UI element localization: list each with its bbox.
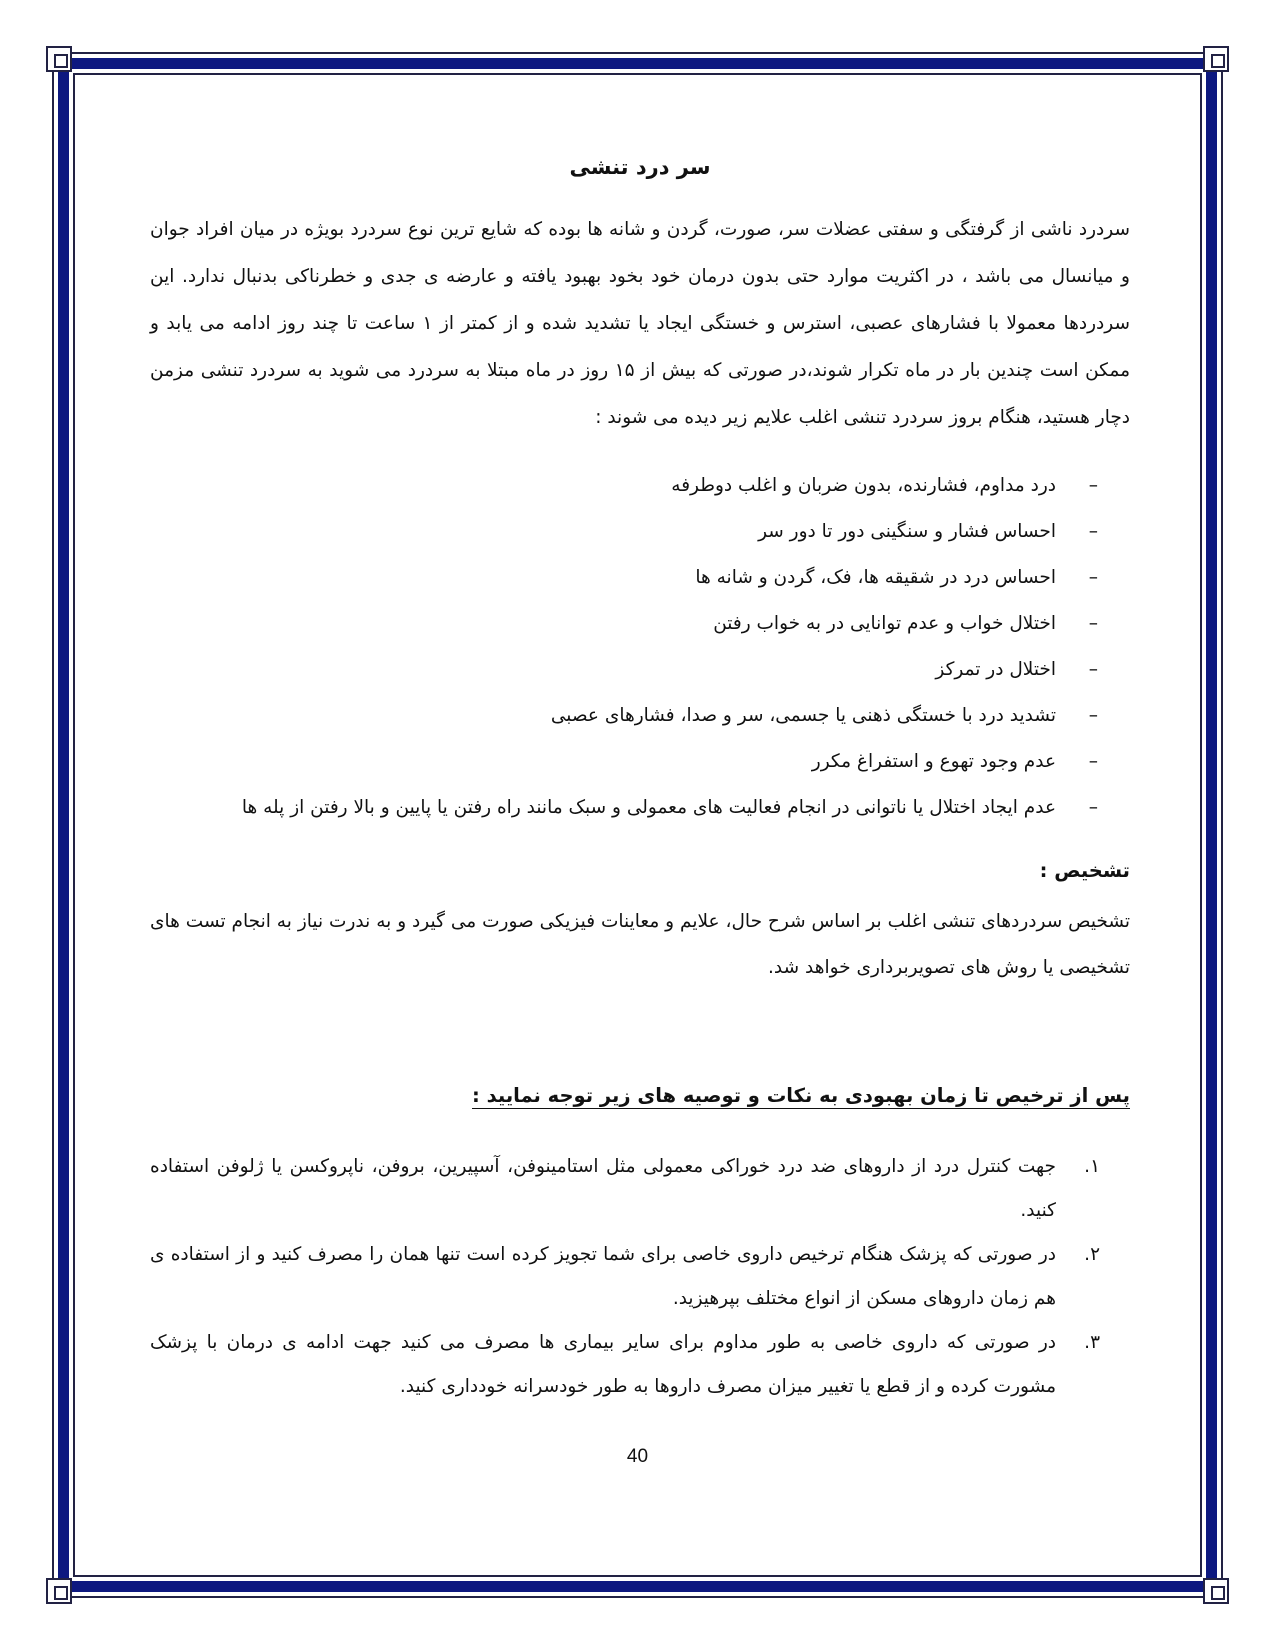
bullet-dash: –	[1088, 567, 1098, 588]
list-item-text: در صورتی که داروی خاصی به طور مداوم برای سایر بیماری ها مصرف می کنید جهت ادامه ی درمان با پزشک مشورت کرده و از قطع یا تغییر میزان مصرف داروها به طور خودسرانه خودداری کنید.	[150, 1332, 1056, 1397]
list-item-text: تشدید درد با خستگی ذهنی یا جسمی، سر و صدا، فشارهای عصبی	[550, 705, 1056, 726]
list-item-text: عدم وجود تهوع و استفراغ مکرر	[811, 751, 1056, 772]
bullet-dash: –	[1088, 475, 1098, 496]
corner-ornament-top-right	[1203, 46, 1229, 72]
list-item-text: احساس فشار و سنگینی دور تا دور سر	[758, 521, 1056, 542]
bullet-dash: –	[1088, 613, 1098, 634]
list-item-text: درد مداوم، فشارنده، بدون ضربان و اغلب دوطرفه	[671, 475, 1056, 496]
list-item-text: جهت کنترل درد از داروهای ضد درد خوراکی معمولی مثل استامینوفن، آسپیرین، بروفن، ناپروکسن یا ژلوفن استفاده کنید.	[150, 1156, 1056, 1221]
diagnosis-paragraph: تشخیص سردردهای تنشی اغلب بر اساس شرح حال، علایم و معاینات فیزیکی صورت می گیرد و به ندرت نیاز به انجام تست های تشخیصی یا روش های تصویربرداری خواهد شد.	[150, 911, 1130, 978]
page-number: 40	[626, 1446, 649, 1467]
list-item	[150, 555, 1130, 601]
recommendations-heading	[150, 1077, 1130, 1115]
recommendations-heading-text: پس از ترخیص تا زمان بهبودی به نکات و توصیه های زیر توجه نمایید :	[472, 1084, 1130, 1107]
list-item-text: در صورتی که پزشک هنگام ترخیص داروی خاصی برای شما تجویز کرده است تنها همان را مصرف کنید و از استفاده ی هم زمان داروهای مسکن از انواع مختلف بپرهیزید.	[150, 1244, 1056, 1309]
item-number: ۲.	[1084, 1244, 1100, 1265]
list-item	[150, 647, 1130, 693]
bullet-dash: –	[1088, 705, 1098, 726]
page-title: سر درد تنشی	[569, 155, 711, 179]
bullet-dash: –	[1088, 751, 1098, 772]
diagnosis-heading: تشخیص :	[1039, 859, 1130, 882]
item-number: ۱.	[1084, 1156, 1100, 1177]
page-content	[150, 150, 1130, 1409]
list-item	[150, 601, 1130, 647]
list-item-text: اختلال خواب و عدم توانایی در به خواب رفتن	[713, 613, 1056, 634]
list-item	[150, 509, 1130, 555]
list-item	[150, 739, 1130, 785]
symptoms-list	[150, 463, 1130, 831]
corner-ornament-top-left	[46, 46, 72, 72]
list-item	[150, 1233, 1130, 1321]
list-item-text: احساس درد در شقیقه ها، فک، گردن و شانه ها	[695, 567, 1056, 588]
list-item-text: عدم ایجاد اختلال یا ناتوانی در انجام فعالیت های معمولی و سبک مانند راه رفتن یا پایین و بالا رفتن از پله ها	[241, 797, 1056, 818]
list-item	[150, 693, 1130, 739]
intro-paragraph: سردرد ناشی از گرفتگی و سفتی عضلات سر، صورت، گردن و شانه ها بوده که شایع ترین نوع سردرد بویژه در میان افراد جوان و میانسال می باشد ، در اکثریت موارد حتی بدون درمان خود بخود بهبود یافته و عارضه ی جدی و خطرناکی بدنبال ندارد. این سردردها معمولا با فشارهای عصبی، استرس و خستگی ایجاد یا تشدید شده و از کمتر از ۱ ساعت تا چند روز ادامه می یابد و ممکن است چندین بار در ماه تکرار شوند،در صورتی که بیش از ۱۵ روز در ماه مبتلا به سردرد می شوید به سردرد تنشی مزمن دچار هستید، هنگام بروز سردرد تنشی اغلب علایم زیر دیده می شوند :	[150, 219, 1130, 428]
bullet-dash: –	[1088, 659, 1098, 680]
bullet-dash: –	[1088, 797, 1098, 818]
item-number: ۳.	[1084, 1332, 1100, 1353]
list-item	[150, 1145, 1130, 1233]
list-item-text: اختلال در تمرکز	[935, 659, 1056, 680]
recommendations-list	[150, 1145, 1130, 1409]
corner-ornament-bottom-left	[46, 1578, 72, 1604]
list-item	[150, 1321, 1130, 1409]
list-item	[150, 463, 1130, 509]
corner-ornament-bottom-right	[1203, 1578, 1229, 1604]
bullet-dash: –	[1088, 521, 1098, 542]
list-item	[150, 785, 1130, 831]
